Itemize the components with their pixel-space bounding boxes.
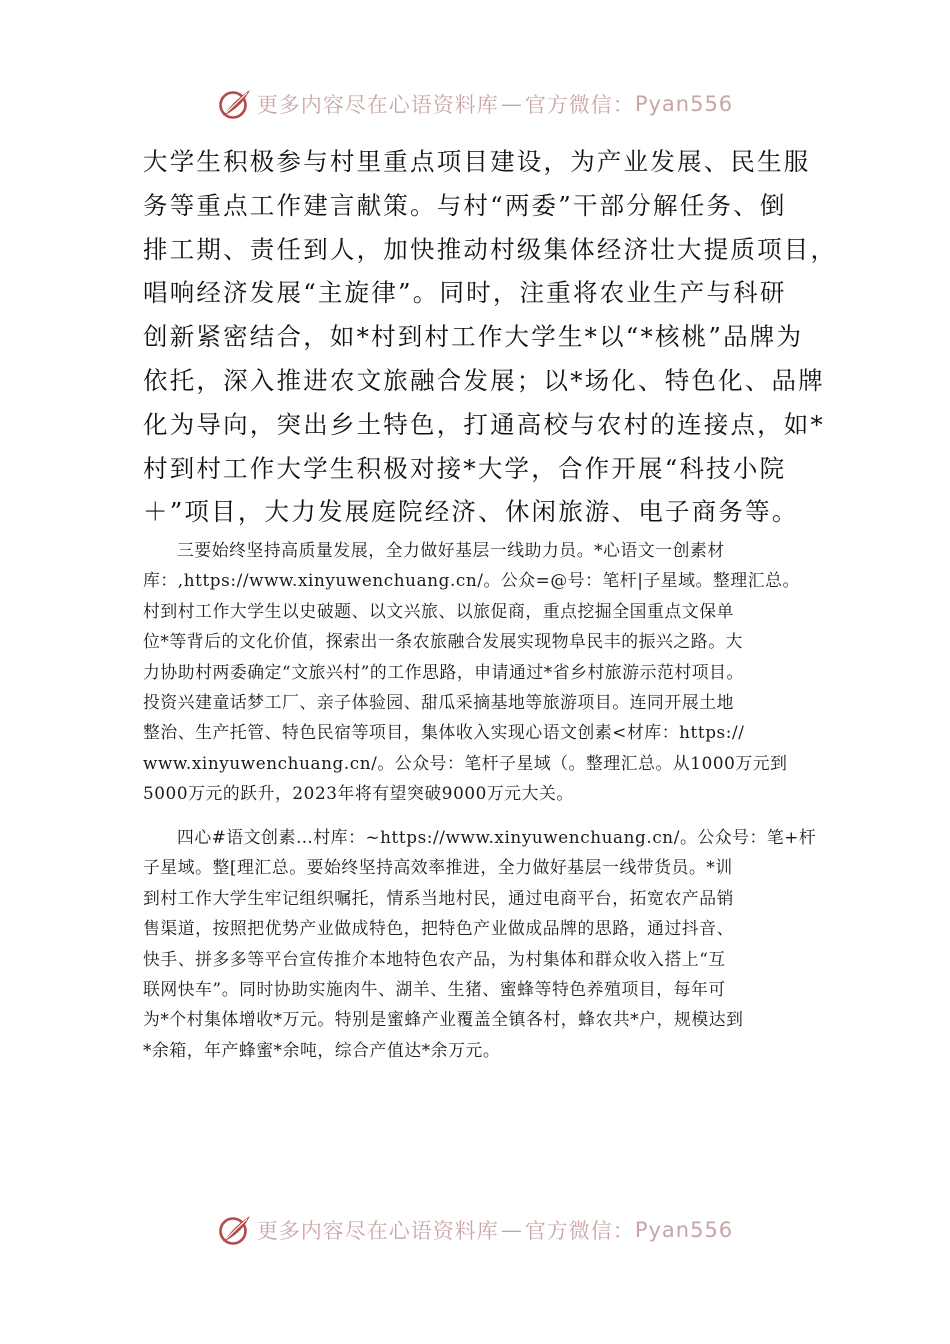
text-line: 力协助村两委确定“文旅兴村”的工作思路，申请通过*省乡村旅游示范村项目。 bbox=[143, 661, 744, 682]
text-line: *余箱，年产蜂蜜*余吨，综合产值达*余万元。 bbox=[143, 1039, 501, 1060]
text-line: 三要始终坚持高质量发展，全力做好基层一线助力员。*心语文一创素材 bbox=[177, 540, 725, 560]
text-line: www.xinyuwenchuang.cn/。公众号：笔杆子星域（。整理汇总。从1000万元到 bbox=[143, 752, 788, 773]
quill-logo-icon bbox=[217, 86, 253, 122]
text-line: 为*个村集体增收*万元。特别是蜜蜂产业覆盖全镇各村，蜂农共*户，规模达到 bbox=[143, 1009, 744, 1030]
paragraph-3 bbox=[143, 822, 823, 1065]
text-line: 投资兴建童话梦工厂、亲子体验园、甜瓜采摘基地等旅游项目。连同开展土地 bbox=[143, 692, 734, 713]
text-line: 村到村工作大学生以史破题、以文兴旅、以旅促商，重点挖掘全国重点文保单 bbox=[143, 600, 734, 621]
text-line: 库：,https://www.xinyuwenchuang.cn/。公众=@号：笔杆|子星域。整理汇总。 bbox=[143, 570, 800, 591]
header-wechat-label: 官方微信： bbox=[524, 93, 635, 117]
header-banner bbox=[0, 82, 950, 126]
text-line: 村到村工作大学生积极对接*大学，合作开展“科技小院 bbox=[143, 453, 787, 483]
text-line: 子星域。整[理汇总。要始终坚持高效率推进，全力做好基层一线带货员。*训 bbox=[143, 857, 733, 878]
text-line: 创新紧密结合，如*村到村工作大学生*以“*核桃”品牌为 bbox=[143, 322, 804, 352]
text-line: 务等重点工作建言献策。与村“两委”干部分解任务、倒 bbox=[143, 190, 787, 220]
text-line: 联网快车”。同时协助实施肉牛、湖羊、生猪、蜜蜂等特色养殖项目，每年可 bbox=[143, 979, 726, 1000]
text-line: 5000万元的跃升，2023年将有望突破9000万元大关。 bbox=[143, 783, 574, 804]
text-line: 唱响经济发展“主旋律”。同时，注重将农业生产与科研 bbox=[143, 278, 787, 308]
quill-logo-icon bbox=[217, 1212, 253, 1248]
header-separator: — bbox=[500, 92, 523, 116]
text-line: 化为导向，突出乡土特色，打通高校与农村的连接点，如* bbox=[143, 409, 825, 439]
footer-wechat-id: Pyan556 bbox=[634, 1218, 734, 1242]
footer-separator: — bbox=[500, 1218, 523, 1242]
text-line: 快手、拼多多等平台宣传推介本地特色农产品，为村集体和群众收入搭上“互 bbox=[143, 948, 726, 969]
text-line: 到村工作大学生牢记组织嘱托，情系当地村民，通过电商平台，拓宽农产品销 bbox=[143, 887, 734, 908]
text-line: 售渠道，按照把优势产业做成特色，把特色产业做成品牌的思路，通过抖音、 bbox=[143, 918, 734, 939]
text-line: 依托，深入推进农文旅融合发展；以*场化、特色化、品牌 bbox=[143, 365, 825, 395]
header-wechat-id: Pyan556 bbox=[634, 92, 734, 116]
text-line: 整治、生产托管、特色民宿等项目，集体收入实现心语文创素<材库：https:// bbox=[143, 722, 745, 743]
paragraph-2 bbox=[143, 535, 823, 809]
text-line: ＋”项目，大力发展庭院经济、休闲旅游、电子商务等。 bbox=[143, 497, 799, 527]
footer-wechat-label: 官方微信： bbox=[524, 1219, 635, 1243]
text-line: 四心#语文创素…村库：~https://www.xinyuwenchuang.cn/。公众号：笔+杆 bbox=[177, 827, 817, 847]
text-line: 位*等背后的文化价值，探索出一条农旅融合发展实现物阜民丰的振兴之路。大 bbox=[143, 631, 743, 652]
footer-banner bbox=[0, 1208, 950, 1252]
paragraph-1 bbox=[143, 140, 838, 534]
header-slogan: 更多内容尽在心语资料库 bbox=[256, 93, 499, 117]
text-line: 大学生积极参与村里重点项目建设，为产业发展、民生服 bbox=[143, 147, 811, 176]
footer-slogan: 更多内容尽在心语资料库 bbox=[256, 1219, 499, 1243]
text-line: 排工期、责任到人，加快推动村级集体经济壮大提质项目， bbox=[143, 234, 838, 264]
